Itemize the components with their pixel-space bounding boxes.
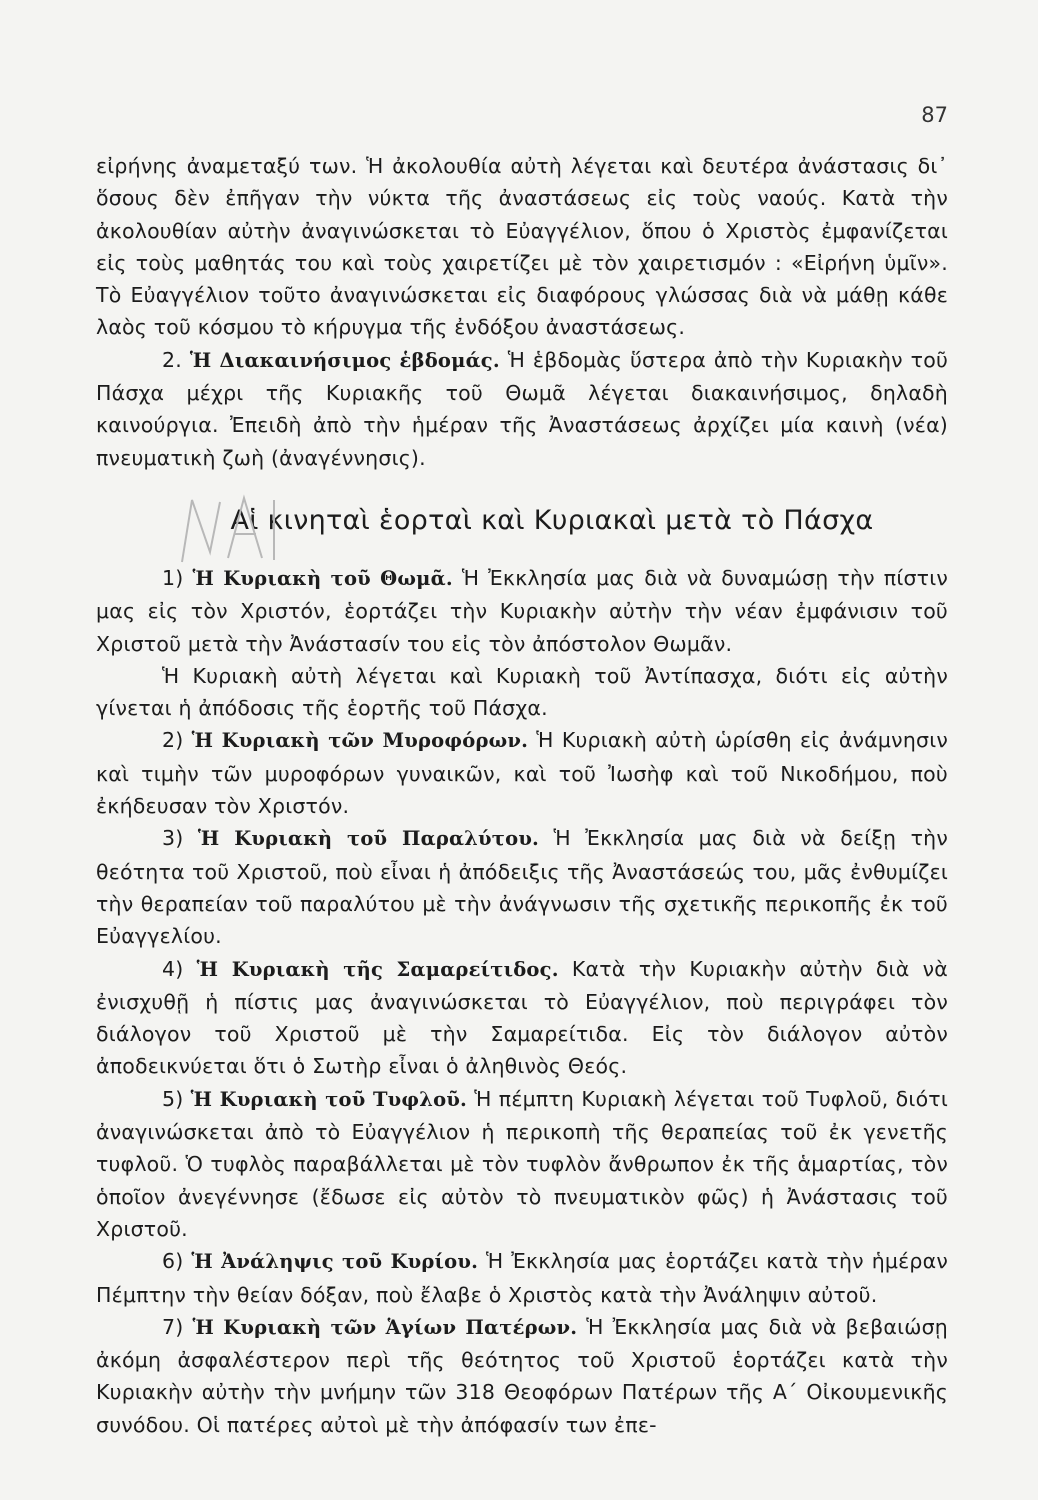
item-number: 5) — [162, 1086, 184, 1111]
item-title: Ἡ Κυριακὴ τῶν Ἁγίων Πατέρων. — [192, 1315, 578, 1339]
item-number: 6) — [162, 1249, 184, 1274]
item-number: 2) — [162, 728, 184, 753]
item-text: Ἡ Ἐκκλησία μας διὰ νὰ δείξῃ τὴν θεότητα τοῦ Χριστοῦ, ποὺ εἶναι ἡ ἀπόδειξις τῆς Ἀναστάσεώς του, μᾶς ἐνθυμίζει τὴν θεραπείαν τοῦ παραλύτου μὲ τὴν ἀνάγνωσιν τῆς σχετικῆς περικοπῆς ἐκ τοῦ Εὐαγγελίου. — [96, 826, 949, 949]
item-text: Ἡ Κυριακὴ αὐτὴ ὡρίσθη εἰς ἀνάμνησιν καὶ τιμὴν τῶν μυροφόρων γυναικῶν, καὶ τοῦ Ἰωσὴφ καὶ τοῦ Νικοδήμου, ποὺ ἐκήδευσαν τὸν Χριστόν. — [96, 728, 948, 819]
item-number: 1) — [162, 565, 184, 590]
item-title: Ἡ Κυριακὴ τοῦ Παραλύτου. — [197, 827, 540, 851]
item-number: 2. — [162, 347, 182, 372]
item-text: Ἡ Ἐκκλησία μας διὰ νὰ δυναμώσῃ τὴν πίστιν μας εἰς τὸν Χριστόν, ἑορτάζει τὴν Κυριακὴν αὐτὴν τὴν νέαν ἐμφάνισιν τοῦ Χριστοῦ μετὰ τὴν Ἀνάστασίν του εἰς τὸν ἀπόστολον Θωμᾶν. — [96, 565, 949, 656]
list-item — [96, 1083, 948, 1245]
list-item — [96, 1311, 948, 1441]
item-text: Ἡ ἑβδομὰς ὕστερα ἀπὸ τὴν Κυριακὴν τοῦ Πάσχα μέχρι τῆς Κυριακῆς τοῦ Θωμᾶ λέγεται διακαινήσιμος, δηλαδὴ καινούργια. Ἐπειδὴ ἀπὸ τὴν ἡμέραν τῆς Ἀναστάσεως ἀρχίζει μία καινὴ (νέα) πνευματικὴ ζωὴ (ἀναγέννησις). — [96, 347, 949, 470]
list-item — [96, 953, 948, 1083]
page-number: 87 — [921, 103, 948, 127]
list-item — [96, 724, 948, 822]
pencil-scribble-mark — [170, 492, 310, 572]
list-item — [96, 822, 948, 952]
list-item — [96, 1245, 948, 1311]
item-number: 3) — [162, 826, 184, 851]
item-title: Ἡ Κυριακὴ τῆς Σαμαρείτιδος. — [196, 957, 559, 981]
section-heading: Αἱ κινηταὶ ἑορταὶ καὶ Κυριακαὶ μετὰ τὸ Πάσχα — [230, 504, 874, 536]
body-text — [96, 150, 948, 1441]
item-title: Ἡ Κυριακὴ τῶν Μυροφόρων. — [191, 729, 529, 753]
item-text: Ἡ Κυριακὴ αὐτὴ λέγεται καὶ Κυριακὴ τοῦ Ἀντίπασχα, διότι εἰς αὐτὴν γίνεται ἡ ἀπόδοσις τῆς ἑορτῆς τοῦ Πάσχα. — [96, 663, 948, 721]
paragraph-intro: εἰρήνης ἀναμεταξύ των. Ἡ ἀκολουθία αὐτὴ λέγεται καὶ δευτέρα ἀνάστασις δι᾽ ὅσους δὲν ἐπῆγαν τὴν νύκτα τῆς ἀναστάσεως εἰς τοὺς ναούς. Κατὰ τὴν ἀκολουθίαν αὐτὴν ἀναγινώσκεται τὸ Εὐαγγέλιον, ὅπου ὁ Χριστὸς ἐμφανίζεται εἰς τοὺς μαθητάς του καὶ τοὺς χαιρετίζει μὲ τὸν χαιρετισμόν : «Εἰρήνη ὑμῖν». Τὸ Εὐαγγέλιον τοῦτο ἀναγινώσκεται εἰς διαφόρους γλώσσας διὰ νὰ μάθῃ κάθε λαὸς τοῦ κόσμου τὸ κήρυγμα τῆς ἐνδόξου ἀναστάσεως. — [96, 154, 948, 340]
item-number: 4) — [162, 956, 184, 981]
item-title: Ἡ Ἀνάληψις τοῦ Κυρίου. — [191, 1250, 479, 1274]
item-title: Ἡ Κυριακὴ τοῦ Τυφλοῦ. — [190, 1087, 468, 1111]
item-title: Ἡ Διακαινήσιμος ἑβδομάς. — [189, 348, 500, 372]
item-text: Κατὰ τὴν Κυριακὴν αὐτὴν διὰ νὰ ἐνισχυθῇ ἡ πίστις μας ἀναγινώσκεται τὸ Εὐαγγέλιον, ποὺ περιγράφει τὸν διάλογον τοῦ Χριστοῦ μὲ τὴν Σαμαρείτιδα. Εἰς τὸν διάλογον αὐτὸν ἀποδεικνύεται ὅτι ὁ Σωτὴρ εἶναι ὁ ἀληθινὸς Θεός. — [96, 956, 948, 1079]
item-text: Ἡ Ἐκκλησία μας ἑορτάζει κατὰ τὴν ἡμέραν Πέμπτην τὴν θείαν δόξαν, ποὺ ἔλαβε ὁ Χριστὸς κατὰ τὴν Ἀνάληψιν αὐτοῦ. — [96, 1249, 949, 1307]
item-text: Ἡ πέμπτη Κυριακὴ λέγεται τοῦ Τυφλοῦ, διότι ἀναγινώσκεται ἀπὸ τὸ Εὐαγγέλιον ἡ περικοπὴ τῆς θεραπείας τοῦ ἐκ γενετῆς τυφλοῦ. Ὁ τυφλὸς παραβάλλεται μὲ τὸν τυφλὸν ἄνθρωπον ἐκ τῆς ἁμαρτίας, τὸν ὁποῖον ἀνεγέννησε (ἔδωσε εἰς αὐτὸν τὸ πνευματικὸν φῶς) ἡ Ἀνάστασις τοῦ Χριστοῦ. — [96, 1086, 948, 1241]
list-item — [96, 562, 948, 660]
item-text: Ἡ Ἐκκλησία μας διὰ νὰ βεβαιώσῃ ἀκόμη ἀσφαλέστερον περὶ τῆς θεότητος τοῦ Χριστοῦ ἑορτάζει κατὰ τὴν Κυριακὴν αὐτὴν τὴν μνήμην τῶν 318 Θεοφόρων Πατέρων τῆς Α΄ Οἰκουμενικῆς συνόδου. Οἱ πατέρες αὐτοὶ μὲ τὴν ἀπόφασίν των ἐπε- — [96, 1314, 948, 1437]
item-title: Ἡ Κυριακὴ τοῦ Θωμᾶ. — [192, 566, 453, 590]
paragraph-diakainisimos — [96, 344, 948, 474]
list-item — [96, 660, 948, 725]
item-number: 7) — [162, 1314, 184, 1339]
